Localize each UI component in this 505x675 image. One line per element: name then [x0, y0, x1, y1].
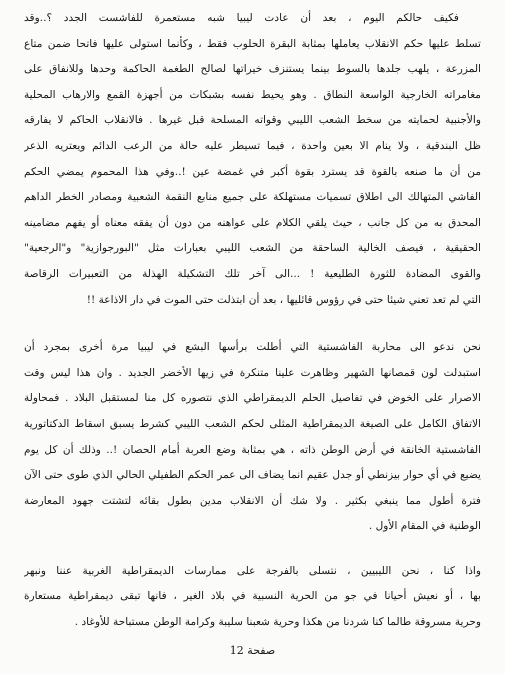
text-line: الاتفاق الكامل على الصيغة الديمقراطية المثلى لحكم الشعب الليبي كشرط يسبق اسقاط الدكتاتورية — [24, 417, 481, 430]
text-line: الوطنية في المقام الأول . — [368, 520, 481, 533]
text-line: يضيع في أي حوار بيزنطي أو جدل عقيم انما يضاف الى عمر الحكم الطفيلي الحالي الذي طوى حتى الآن — [24, 469, 481, 482]
text-line: نحن ندعو الى محاربة الفاشستية التي أطلت برأسها البشع في ليبيا مرة أخرى بمجرد أن — [24, 341, 481, 354]
text-line: من أن ما صنعه بالقوة قد يسترد بقوة أكبر في غمضة عين !..وفي هذا المحموم يمضي الحكم — [24, 165, 481, 178]
text-line: مغامراته الخارجية الواسعة النطاق . وهو يحيط نفسه بشبكات من أجهزة القمع والارهاب المحلية — [24, 88, 481, 101]
paragraph-spacer — [24, 540, 481, 559]
paragraph-3 — [24, 559, 481, 636]
page-number: صفحة 12 — [229, 644, 276, 657]
text-line: استبدلت لون قمصانها الشهير وظاهرت علينا متنكرة في زيها الأخضر الجديد . وان هذا ليس وقت — [24, 366, 481, 379]
text-line: فكيف حالكم اليوم ، بعد أن عادت ليبيا شبه مستعمرة للفاشست الجدد ؟..وقد — [24, 12, 459, 24]
text-line: والقوى المضادة للثورة الطليعية ! ...الى آخر تلك التشكيلة الهذلة من التعبيرات الرقاصة — [24, 267, 481, 280]
text-line: والأجنبية لحمايته من سخط الشعب الليبي وقواته المسلحة قبل غيرها . فالانقلاب الحاكم لا يفارقه — [24, 114, 481, 127]
text-line: التي لم تعد تعني شيئا حتى في رؤوس قائليها ، بعد أن ابتذلت حتى الموت في دار الاذاعة !! — [86, 293, 481, 306]
text-line: الاصرار على الخوض في تفاصيل الحلم الديمقراطي الذي نتصوره كل منا لمستقبل البلاد . فمحاولة — [24, 392, 481, 405]
text-line: المحدق به من كل جانب ، حيث يلقي الكلام على عواهنه من دون أن يفقه معناه أو يفهم مضامينه — [24, 216, 481, 229]
text-line: تسلط عليها حكم الانقلاب يعاملها بمثابة البقرة الحلوب فقط ، وكأنما استولى عليها فاتحا ضمن متاع — [24, 37, 481, 50]
paragraph-1 — [24, 6, 481, 313]
text-line: فترة أطول مما ينبغي بكثير . ولا شك أن الانقلاب مدين بطول بقائه لتشتت جهود المعارضة — [24, 494, 481, 507]
text-line: وحرية مسروقة طالما كنا شردنا من هكذا وحرية شعبنا سليبة وكرامة الوطن مستباحة للأوغاد . — [74, 616, 481, 629]
paragraph-spacer — [24, 313, 481, 335]
text-line: المزرعة ، يلهب جلدها بالسوط بينما يستنزف خيراتها لصالح الطغمة الحاكمة وحدها وللانفاق على — [24, 63, 481, 76]
text-line: ظل البندقية ، ولا ينام الا بعين واحدة ، فيما تسيطر عليه حالة من الرعب الدائم ويعتريه الذعر — [24, 139, 481, 152]
text-line: الفاشستية الخانقة في أرض الوطن ذاته ، هي بمثابة وضع العربة أمام الحصان !.. وذلك أن كل يوم — [24, 443, 481, 456]
text-line: بها ، أو نعيش أحيانا في جو من الحرية النسبية في بلاد الغير ، فانها تبقى ديمقراطية مستعارة — [24, 590, 481, 603]
paragraph-2 — [24, 335, 481, 540]
text-line: الحقيقية ، فيصف الخالية الساحقة من الشعب الليبي بعبارات مثل "البورجوازية" و"الرجعية" — [24, 242, 481, 255]
text-line: الفاشي المتهالك الى اطلاق تسميات مستهلكة على جميع منابع النقمة الشعبية ومصادر الخطر الداهم — [24, 191, 481, 204]
text-line: واذا كنا ، نحن الليبيين ، نتسلى بالفرجة على ممارسات الديمقراطية الغربية عننا ونبهر — [24, 564, 481, 577]
